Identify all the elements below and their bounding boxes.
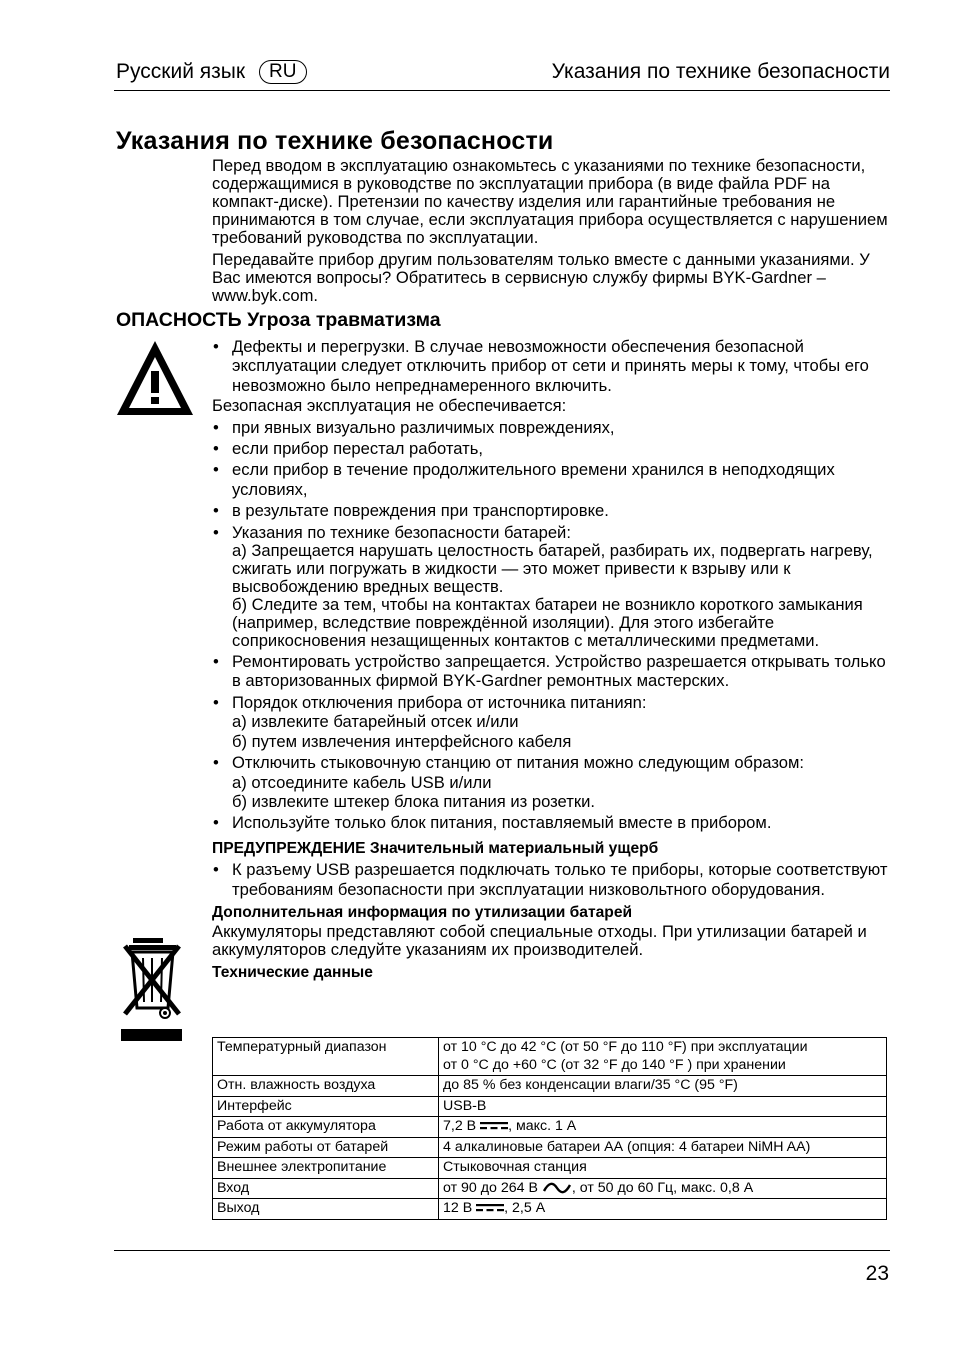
header-language bbox=[116, 60, 307, 84]
list-item: • К разъему USB разрешается подключать только те приборы, которые соответствуют требованиям безопасности при эксплуатации низковольтного оборудования. bbox=[212, 860, 892, 899]
spec-key: Внешнее электропитание bbox=[213, 1158, 439, 1179]
header-rule bbox=[114, 90, 890, 91]
intro-paragraph: Перед вводом в эксплуатацию ознакомьтесь с указаниями по технике безопасности, содержащимися в руководстве по эксплуатации прибора (в виде файла PDF на компакт-диске). Претензии по качеству изделия или гарантийные требования не принимаются в том случае, если эксплуатация прибора осуществляется с нарушением требований руководства по эксплуатации. bbox=[212, 156, 888, 247]
spec-value: Стыковочная станция bbox=[439, 1158, 887, 1179]
spec-key: Вход bbox=[213, 1178, 439, 1199]
dock-b: б) извлеките штекер блока питания из розетки. bbox=[232, 791, 595, 811]
page-title: Указания по технике безопасности bbox=[116, 127, 554, 155]
table-row bbox=[213, 1158, 887, 1179]
list-item-power-off bbox=[212, 693, 892, 751]
spec-value-prefix: 12 В bbox=[443, 1200, 473, 1216]
battery-a: а) Запрещается нарушать целостность батарей, разбирать их, подвергать нагреву, сжигать или погружать в жидкости — это может привести к взрыву или к высвобождению вредных веществ. bbox=[232, 541, 873, 597]
danger-heading bbox=[116, 309, 441, 332]
header-section-title: Указания по технике безопасности bbox=[551, 60, 890, 83]
battery-title: • Указания по технике безопасности батарей: bbox=[232, 522, 571, 542]
power-off-a: а) извлеките батарейный отсек и/или bbox=[232, 712, 519, 732]
spec-value-suffix: , макс. 1 А bbox=[508, 1118, 577, 1134]
table-row bbox=[213, 1178, 887, 1199]
crossed-bin-icon bbox=[119, 936, 184, 1044]
danger-title: Угроза травматизма bbox=[247, 309, 441, 331]
table-row bbox=[213, 1137, 887, 1158]
spec-value-line: от 0 °C до +60 °C (от 32 °F до 140 °F ) при хранении bbox=[443, 1056, 786, 1073]
warning-triangle-icon bbox=[114, 338, 196, 418]
power-off-title: • Порядок отключения прибора от источника питанияn: bbox=[232, 692, 647, 712]
table-row bbox=[213, 1076, 887, 1097]
page-number: 23 bbox=[865, 1262, 889, 1285]
list-item-battery bbox=[212, 523, 892, 650]
specs-heading: Технические данные bbox=[212, 964, 373, 982]
intro-text bbox=[212, 157, 892, 305]
warning-keyword: ПРЕДУПРЕЖДЕНИЕ bbox=[212, 839, 366, 857]
spec-value-prefix: 7,2 В bbox=[443, 1118, 477, 1134]
spec-value: до 85 % без конденсации влаги/35 °C (95 °F) bbox=[439, 1076, 887, 1097]
list-item: • если прибор перестал работать, bbox=[212, 439, 892, 458]
specs-table bbox=[212, 1037, 887, 1220]
spec-value-line: от 10 °C до 42 °C (от 50 °F до 110 °F) при эксплуатации bbox=[443, 1039, 808, 1055]
spec-value-prefix: от 90 до 264 В bbox=[443, 1179, 538, 1196]
spec-key: Интерфейс bbox=[213, 1096, 439, 1117]
spec-key: Выход bbox=[213, 1199, 439, 1220]
spec-key: Температурный диапазон bbox=[213, 1038, 439, 1076]
dc-symbol-icon bbox=[476, 1204, 504, 1212]
warning-heading bbox=[212, 839, 892, 858]
safety-list bbox=[212, 337, 892, 983]
language-label: Русский язык bbox=[116, 60, 246, 83]
spec-key: Работа от аккумулятора bbox=[213, 1117, 439, 1138]
spec-value: USB-B bbox=[439, 1096, 887, 1117]
dock-title: • Отключить стыковочную станцию от питания можно следующим образом: bbox=[232, 753, 805, 773]
table-row bbox=[213, 1038, 887, 1076]
warning-title: Значительный материальный ущерб bbox=[369, 839, 659, 857]
disposal-text: Аккумуляторы представляют собой специальные отходы. При утилизации батарей и аккумуляторов следуйте указаниям их производителей. bbox=[212, 922, 867, 960]
list-item: • Используйте только блок питания, поставляемый вместе в прибором. bbox=[212, 813, 892, 832]
battery-b: б) Следите за тем, чтобы на контактах батареи не возникло короткого замыкания (например, вследствие повреждённой изоляции). Для этого избегайте соприкосновения незащищенных контактов с металлическими предметами. bbox=[232, 595, 863, 651]
list-item-dock bbox=[212, 753, 892, 811]
dc-symbol-icon bbox=[480, 1122, 508, 1130]
spec-value-suffix: , 2,5 А bbox=[504, 1200, 546, 1216]
table-row bbox=[213, 1199, 887, 1220]
list-item: • Ремонтировать устройство запрещается. Устройство разрешается открывать только в авторизованных фирмой BYK-Gardner ремонтных мастерских. bbox=[212, 652, 892, 691]
spec-key: Отн. влажность воздуха bbox=[213, 1076, 439, 1097]
spec-key: Режим работы от батарей bbox=[213, 1137, 439, 1158]
danger-keyword: ОПАСНОСТЬ bbox=[116, 309, 242, 331]
table-row bbox=[213, 1096, 887, 1117]
list-item: • при явных визуально различимых повреждениях, bbox=[212, 418, 892, 437]
disposal-heading: Дополнительная информация по утилизации батарей bbox=[212, 903, 633, 921]
unsafe-intro: Безопасная эксплуатация не обеспечивается: bbox=[212, 396, 567, 416]
ac-symbol-icon bbox=[542, 1182, 572, 1194]
list-item: • Дефекты и перегрузки. В случае невозможности обеспечения безопасной эксплуатации следует отключить прибор от сети и принять меры к тому, чтобы его невозможно было непреднамеренного включить. bbox=[212, 337, 892, 395]
power-off-b: б) путем извлечения интерфейсного кабеля bbox=[232, 731, 572, 751]
spec-value bbox=[439, 1178, 887, 1199]
dock-a: а) отсоедините кабель USB и/или bbox=[232, 772, 492, 792]
spec-value: 4 алкалиновые батареи АА (опция: 4 батареи NiMH AA) bbox=[439, 1137, 887, 1158]
spec-value bbox=[439, 1199, 887, 1220]
spec-value bbox=[439, 1038, 887, 1076]
list-item: • если прибор в течение продолжительного времени хранился в неподходящих условиях, bbox=[212, 460, 892, 499]
list-item: • в результате повреждения при транспортировке. bbox=[212, 501, 892, 520]
language-code-badge: RU bbox=[259, 60, 306, 84]
intro-paragraph: Передавайте прибор другим пользователям только вместе с данными указаниями. У Вас имеются вопросы? Обратитесь в сервисную службу фирмы BYK-Gardner – www.byk.com. bbox=[212, 250, 870, 305]
footer-rule bbox=[114, 1250, 890, 1251]
table-row bbox=[213, 1117, 887, 1138]
spec-value bbox=[439, 1117, 887, 1138]
spec-value-suffix: , от 50 до 60 Гц, макс. 0,8 А bbox=[571, 1179, 754, 1196]
